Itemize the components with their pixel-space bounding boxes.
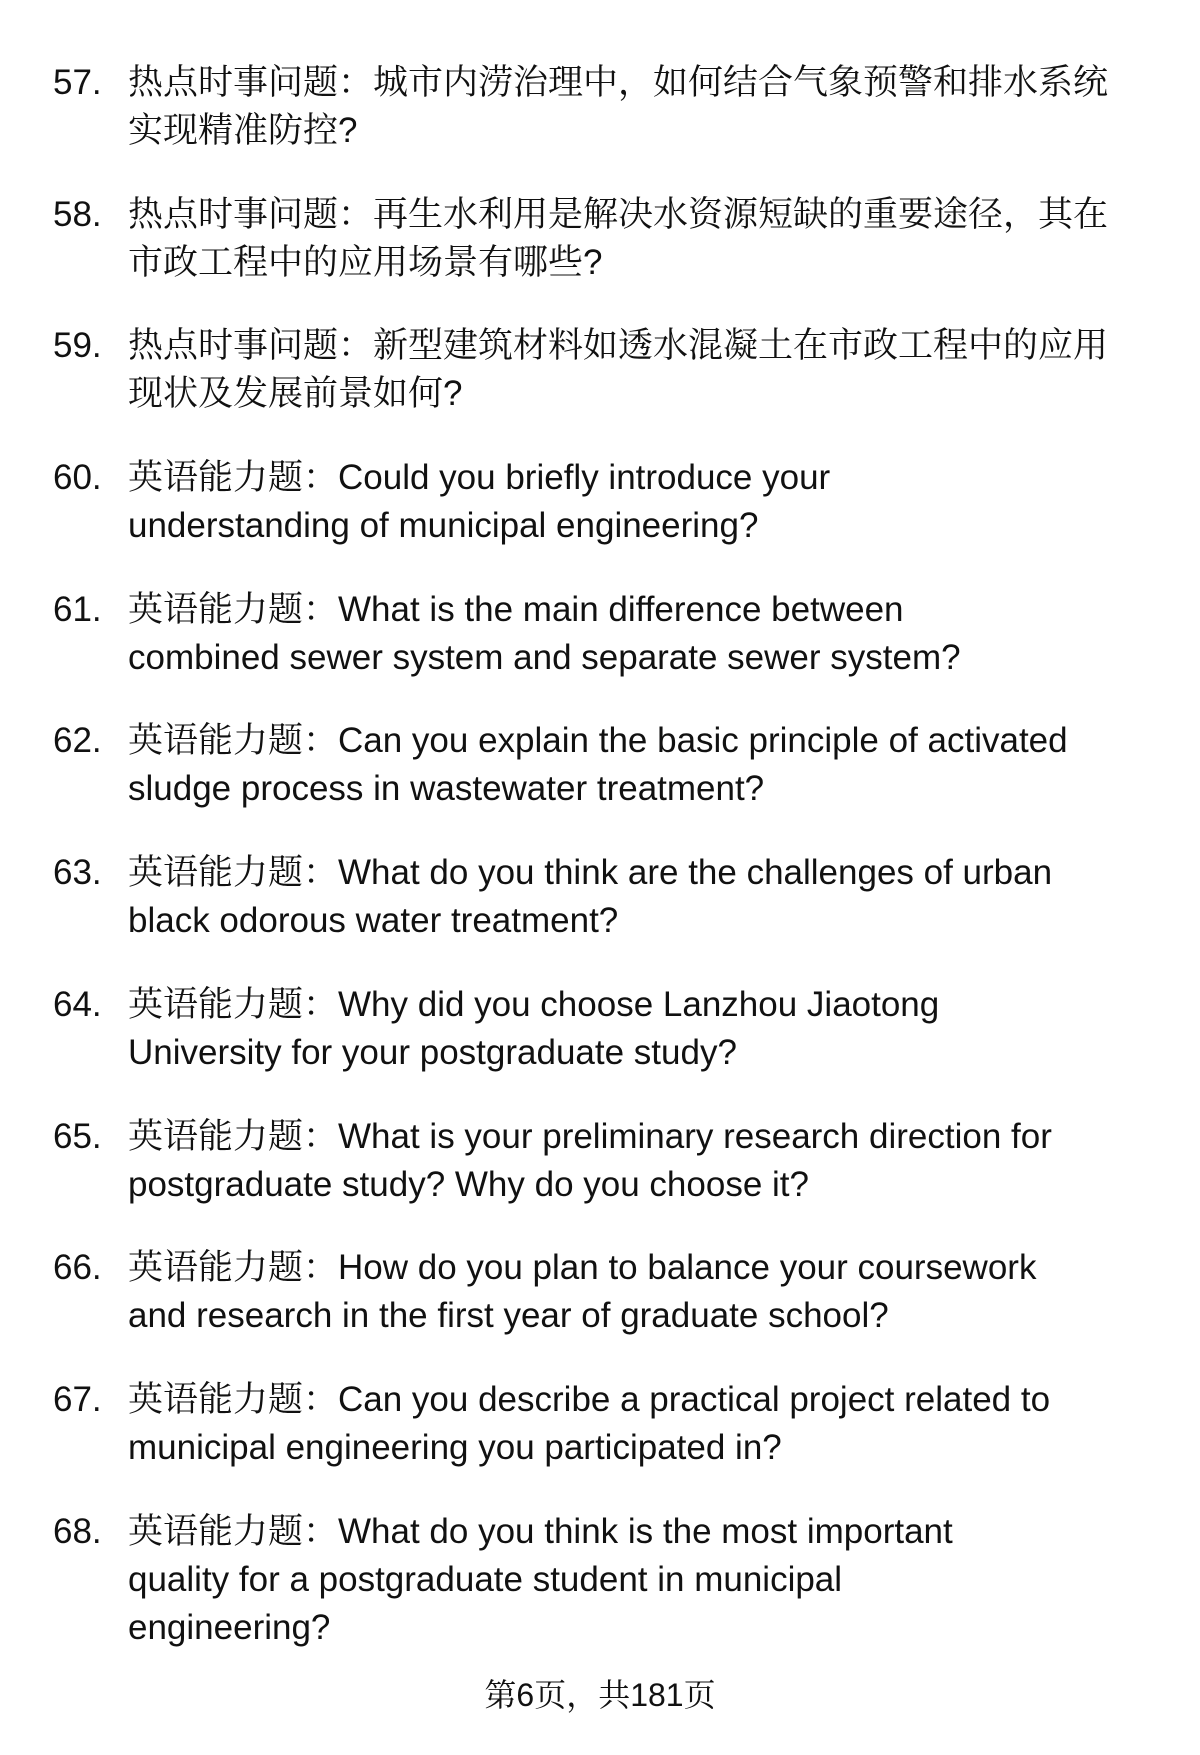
question-number: 58.	[53, 194, 102, 234]
question-number: 59.	[53, 326, 102, 366]
question-item	[0, 1113, 1200, 1245]
question-text-line: 热点时事问题：再生水利用是解决水资源短缺的重要途径，其在	[128, 194, 1109, 234]
question-text	[128, 717, 1068, 813]
question-text-line: and research in the first year of graduate school?	[128, 1296, 889, 1336]
question-item	[0, 454, 1200, 586]
question-text-line: black odorous water treatment?	[128, 901, 619, 941]
question-text	[128, 59, 1108, 155]
question-text-line: engineering?	[128, 1607, 331, 1647]
question-text-line: 热点时事问题：城市内涝治理中，如何结合气象预警和排水系统	[128, 63, 1109, 102]
question-text-line: 热点时事问题：新型建筑材料如透水混凝土在市政工程中的应用	[128, 326, 1109, 366]
question-text-line: 英语能力题：How do you plan to balance your coursework	[128, 1248, 1037, 1288]
question-item	[0, 717, 1200, 849]
question-text	[128, 1376, 1050, 1472]
question-text	[128, 1244, 1036, 1340]
question-text-line: quality for a postgraduate student in municipal	[128, 1559, 843, 1599]
question-item	[0, 322, 1200, 454]
question-number: 57.	[53, 63, 102, 102]
question-text-line: University for your postgraduate study?	[128, 1032, 737, 1072]
question-text	[128, 1508, 953, 1652]
question-text-line: 英语能力题：What do you think are the challenges of urban	[128, 853, 1053, 893]
question-number: 63.	[53, 853, 102, 893]
question-text	[128, 849, 1052, 945]
question-number: 61.	[53, 589, 102, 629]
question-item	[0, 59, 1200, 191]
question-item	[0, 1508, 1200, 1647]
question-item	[0, 981, 1200, 1113]
question-number: 67.	[53, 1379, 102, 1419]
question-text	[128, 586, 961, 682]
question-number: 68.	[53, 1511, 102, 1551]
question-item	[0, 849, 1200, 981]
question-text	[128, 981, 939, 1077]
question-number: 60.	[53, 458, 102, 498]
question-text	[128, 322, 1108, 418]
question-item	[0, 191, 1200, 323]
question-text-line: 英语能力题：Can you describe a practical project related to	[128, 1379, 1051, 1419]
question-text-line: postgraduate study? Why do you choose it?	[128, 1164, 809, 1204]
question-number: 64.	[53, 984, 102, 1024]
question-number: 65.	[53, 1116, 102, 1156]
question-text-line: sludge process in wastewater treatment?	[128, 769, 765, 809]
question-text	[128, 191, 1108, 287]
question-text-line: 英语能力题：What do you think is the most important	[128, 1511, 953, 1551]
question-text	[128, 454, 830, 550]
question-list	[0, 59, 1200, 1647]
question-text-line: municipal engineering you participated in?	[128, 1427, 782, 1467]
question-text	[128, 1113, 1052, 1209]
question-text-line: 实现精准防控?	[128, 111, 358, 150]
question-item	[0, 586, 1200, 718]
question-text-line: 现状及发展前景如何?	[128, 374, 463, 414]
question-text-line: 英语能力题：Can you explain the basic principle of activated	[128, 721, 1068, 761]
question-item	[0, 1376, 1200, 1508]
page-number: 第6页，共181页	[484, 1677, 716, 1713]
question-text-line: 英语能力题：What is your preliminary research direction for	[128, 1116, 1052, 1156]
question-text-line: 英语能力题：Why did you choose Lanzhou Jiaotong	[128, 984, 940, 1024]
question-text-line: combined sewer system and separate sewer system?	[128, 637, 961, 677]
question-text-line: 市政工程中的应用场景有哪些?	[128, 242, 603, 282]
question-text-line: 英语能力题：What is the main difference between	[128, 589, 904, 629]
question-text-line: understanding of municipal engineering?	[128, 506, 759, 546]
question-text-line: 英语能力题：Could you briefly introduce your	[128, 458, 831, 498]
question-number: 66.	[53, 1248, 102, 1288]
question-number: 62.	[53, 721, 102, 761]
question-item	[0, 1244, 1200, 1376]
